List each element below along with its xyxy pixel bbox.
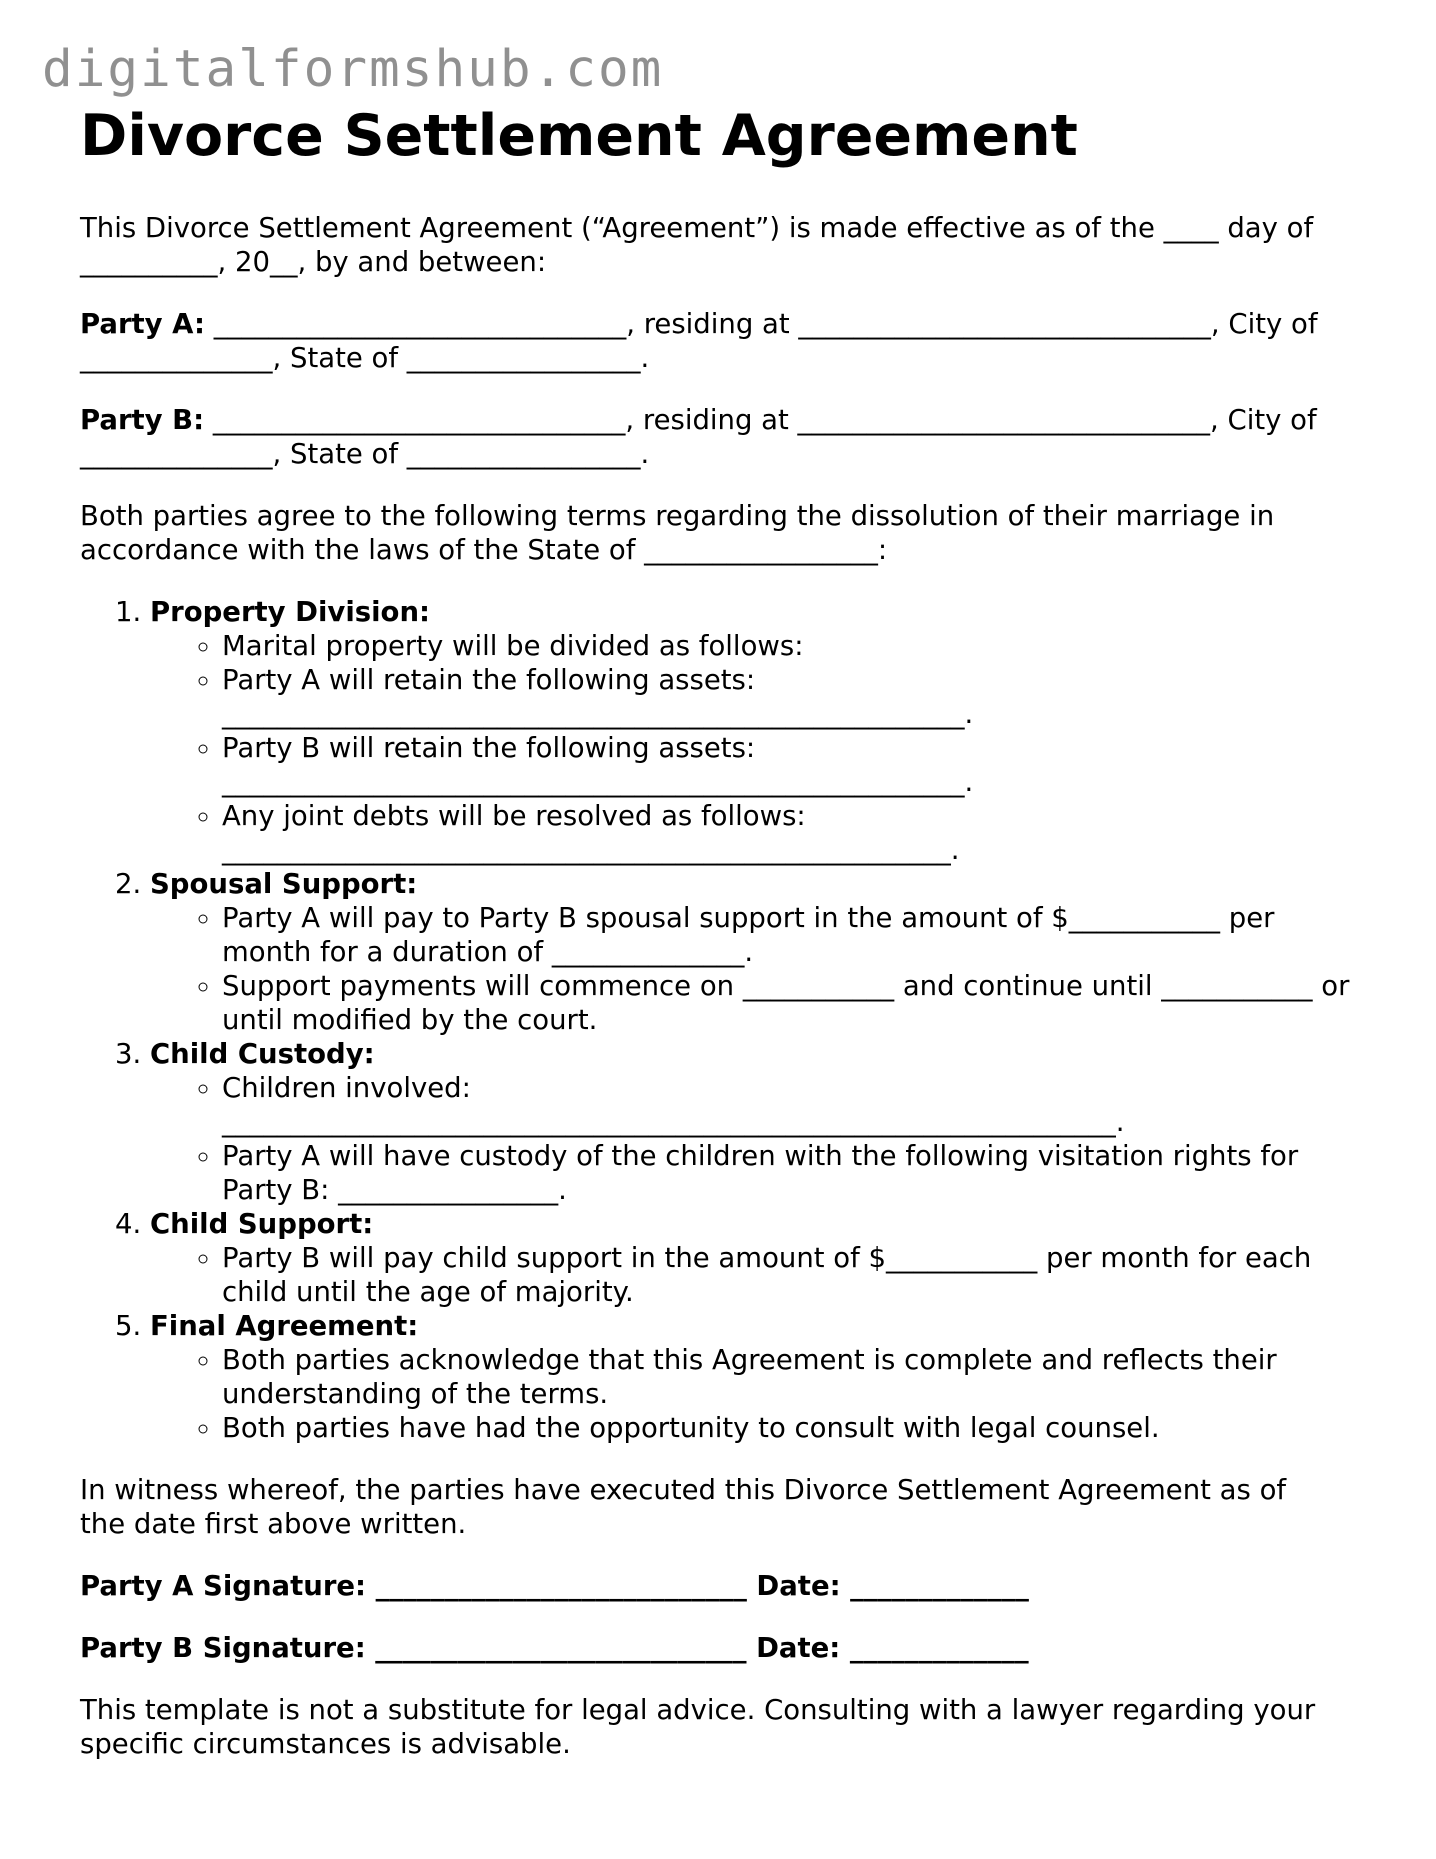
section-items — [150, 901, 1370, 1037]
party-a-line-1: ______________________________, residing at ______________________________, City of — [204, 308, 1318, 340]
section-items — [150, 1241, 1370, 1309]
witness-paragraph — [80, 1473, 1370, 1541]
party-a-paragraph — [80, 307, 1370, 375]
disclaimer-line-2: specific circumstances is advisable. — [80, 1728, 571, 1760]
item-text: Party A will have custody of the children with the following visitation rights for Party B: ________________. — [222, 1140, 1299, 1206]
disclaimer-line-1: This template is not a substitute for legal advice. Consulting with a lawyer regarding your — [80, 1694, 1316, 1726]
party-b-paragraph — [80, 403, 1370, 471]
section-items — [150, 1343, 1370, 1445]
item-text: Support payments will commence on ___________ and continue until ___________ or until modified by the court. — [222, 970, 1350, 1036]
section-heading: Child Custody: — [150, 1038, 375, 1070]
list-item — [222, 1071, 1370, 1139]
terms-intro-line-2: accordance with the laws of the State of _________________: — [80, 534, 888, 566]
section-child-custody — [150, 1037, 1370, 1207]
party-b-signature-line — [80, 1631, 1370, 1665]
list-item — [222, 1139, 1370, 1207]
terms-intro-line-1: Both parties agree to the following terms regarding the dissolution of their marriage in — [80, 500, 1275, 532]
item-blank-line: ______________________________________________________. — [222, 698, 974, 730]
section-final-agreement — [150, 1309, 1370, 1445]
signature-label: Party A Signature: ___________________________ Date: _____________ — [80, 1570, 1029, 1602]
list-item — [222, 799, 1370, 867]
party-a-label: Party A: — [80, 308, 205, 340]
party-a-line-2: ______________, State of _________________. — [80, 342, 650, 374]
item-text: Party A will pay to Party B spousal support in the amount of $___________ per month for a duration of ______________. — [222, 902, 1275, 968]
item-blank-line: ______________________________________________________. — [222, 766, 974, 798]
section-property-division — [150, 595, 1370, 867]
section-heading: Child Support: — [150, 1208, 374, 1240]
disclaimer-paragraph — [80, 1693, 1370, 1761]
item-blank-line: _________________________________________________________________. — [222, 1106, 1125, 1138]
terms-intro-paragraph — [80, 499, 1370, 567]
item-text: Marital property will be divided as follows: — [222, 630, 804, 662]
section-items — [150, 629, 1370, 867]
section-items — [150, 1071, 1370, 1207]
item-text: Both parties acknowledge that this Agreement is complete and reflects their understanding of the terms. — [222, 1344, 1277, 1410]
section-child-support — [150, 1207, 1370, 1309]
section-spousal-support — [150, 867, 1370, 1037]
list-item — [222, 1241, 1370, 1309]
party-a-signature-line — [80, 1569, 1370, 1603]
document-title: Divorce Settlement Agreement — [80, 103, 1078, 169]
item-text: Party B will retain the following assets: — [222, 732, 756, 764]
list-item — [222, 901, 1370, 969]
terms-list — [80, 595, 1370, 1445]
signature-label: Party B Signature: ___________________________ Date: _____________ — [80, 1632, 1029, 1664]
list-item — [222, 629, 1370, 663]
item-text: Party A will retain the following assets: — [222, 664, 756, 696]
document-page — [80, 103, 1370, 1761]
item-text: Both parties have had the opportunity to consult with legal counsel. — [222, 1412, 1160, 1444]
party-b-label: Party B: — [80, 404, 205, 436]
witness-line-2: the date first above written. — [80, 1508, 467, 1540]
list-item — [222, 731, 1370, 799]
list-item — [222, 969, 1370, 1037]
witness-line-1: In witness whereof, the parties have executed this Divorce Settlement Agreement as of — [80, 1474, 1287, 1506]
intro-paragraph — [80, 211, 1370, 279]
list-item — [222, 1411, 1370, 1445]
item-text: Children involved: — [222, 1072, 471, 1104]
intro-line-1: This Divorce Settlement Agreement (“Agreement”) is made effective as of the ____ day of — [80, 212, 1314, 244]
watermark: digitalformshub.com — [42, 40, 664, 99]
item-text: Party B will pay child support in the amount of $___________ per month for each child until the age of majority. — [222, 1242, 1312, 1308]
section-heading: Property Division: — [150, 596, 431, 628]
party-b-line-2: ______________, State of _________________. — [80, 438, 650, 470]
section-heading: Spousal Support: — [150, 868, 418, 900]
party-b-line-1: ______________________________, residing at ______________________________, City of — [204, 404, 1317, 436]
list-item — [222, 663, 1370, 731]
item-text: Any joint debts will be resolved as follows: — [222, 800, 806, 832]
list-item — [222, 1343, 1370, 1411]
section-heading: Final Agreement: — [150, 1310, 419, 1342]
item-blank-line: _____________________________________________________. — [222, 834, 960, 866]
intro-line-2: __________, 20__, by and between: — [80, 246, 547, 278]
